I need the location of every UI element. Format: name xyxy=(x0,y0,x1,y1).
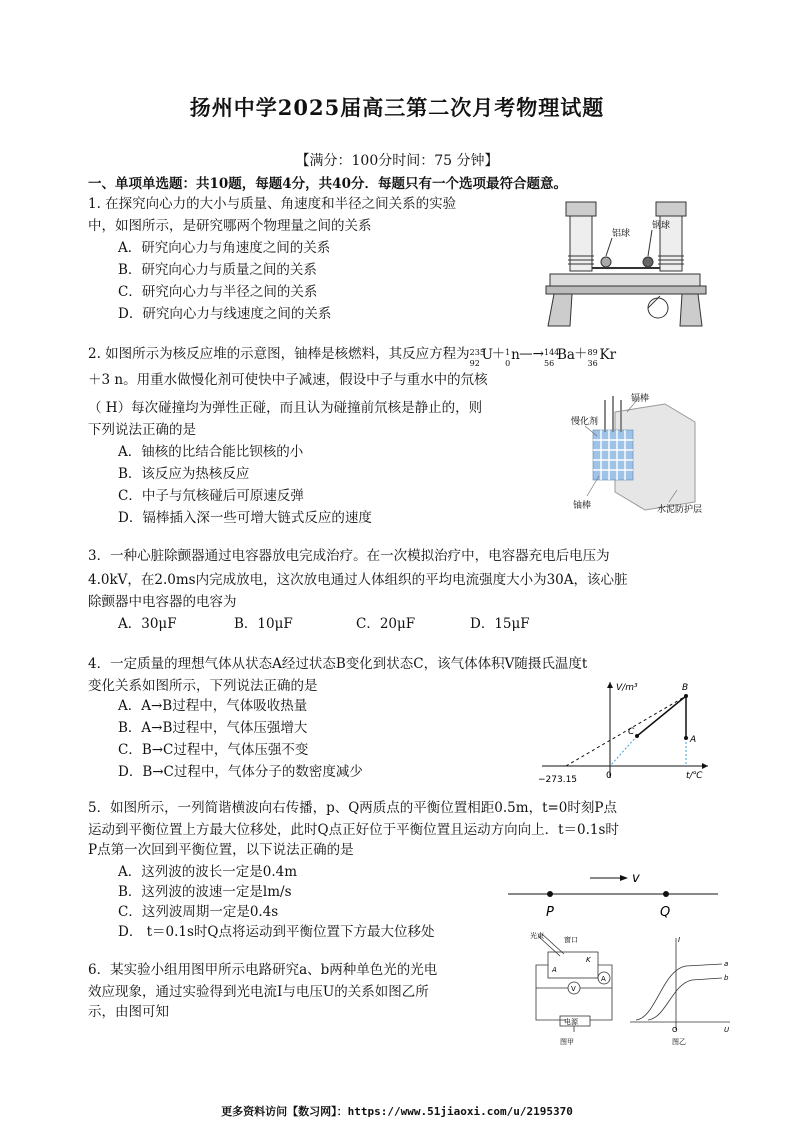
point-p-label: P xyxy=(546,905,554,920)
q2-line: （ H）每次碰撞均为弹性正碰，而且认为碰撞前氘核是静止的，则 xyxy=(88,400,483,416)
graph-y-label: V/m³ xyxy=(616,683,638,693)
q1-line: 中，如图所示，是研究哪两个物理量之间的关系 xyxy=(88,218,372,234)
point-q-label: Q xyxy=(660,905,671,920)
nuclear-reactor-figure xyxy=(565,392,715,517)
velocity-label: v xyxy=(632,871,640,886)
q2-option-c: C．中子与氘核碰后可原速反弹 xyxy=(118,488,304,504)
photoelectric-figure xyxy=(526,930,736,1048)
fig-label: 光束 xyxy=(530,932,544,940)
q1-line: 1. 在探究向心力的大小与质量、角速度和半径之间关系的实验 xyxy=(88,196,457,212)
q4-line: 4．一定质量的理想气体从状态A经过状态B变化到状态C，该气体体积V随摄氏温度t xyxy=(88,656,588,672)
q6-line: 6．某实验小组用图甲所示电路研究a、b两种单色光的光电 xyxy=(88,962,438,978)
q5-option-d: D． t＝0.1s时Q点将运动到平衡位置下方最大位移处 xyxy=(118,924,435,940)
q5-option-b: B．这列波的波速一定是lm/s xyxy=(118,884,292,900)
q5-line: 运动到平衡位置上方最大位移处，此时Q点正好位于平衡位置且运动方向向上．t＝0.1s时 xyxy=(88,822,619,838)
reaction-equation: 235 92 U ＋ 1 0 n —→ 144 56 Ba ＋ 89 36 Kr xyxy=(469,346,617,368)
q1-option-b: B．研究向心力与质量之间的关系 xyxy=(118,262,317,278)
v-t-graph xyxy=(536,678,716,790)
fig-label: 慢化剂 xyxy=(571,417,599,427)
q3-line: 除颤器中电容器的电容为 xyxy=(88,594,237,610)
fig-label: A xyxy=(601,975,606,983)
fig-label: 铀棒 xyxy=(573,501,592,511)
q2-option-a: A．铀核的比结合能比钡核的小 xyxy=(118,444,304,460)
fig-label: a xyxy=(724,960,729,968)
q4-line: 变化关系如图所示，下列说法正确的是 xyxy=(88,678,318,694)
q2-line-text: 2. 如图所示为核反应堆的示意图，铀棒是核燃料，其反应方程为 xyxy=(88,346,470,362)
fig-label: I xyxy=(678,936,681,944)
q6-line: 效应现象，通过实验得到光电流I与电压U的关系如图乙所 xyxy=(88,984,429,1000)
fig-label: O xyxy=(672,1026,678,1034)
q4-option-a: A．A→B过程中，气体吸收热量 xyxy=(118,698,308,714)
fig-label: b xyxy=(724,974,729,982)
fig-label: 水泥防护层 xyxy=(657,505,703,515)
graph-x-mark: −273.15 xyxy=(538,775,578,785)
q5-line: 5．如图所示，一列简谐横波向右传播，p、Q两质点的平衡位置相距0.5m，t=0时刻P点 xyxy=(88,800,617,816)
footer-link[interactable]: 更多资料访问【数习网】：https://www.51jiaoxi.com/u/2195370 xyxy=(221,1105,573,1118)
centripetal-apparatus-figure xyxy=(540,196,720,331)
q1-option-d: D．研究向心力与线速度之间的关系 xyxy=(118,306,332,322)
q2-option-d: D．镉棒插入深一些可增大链式反应的速度 xyxy=(118,510,372,526)
q3-option-d: D．15μF xyxy=(470,616,530,632)
q3-line: 3．一种心脏除颤器通过电容器放电完成治疗。在一次模拟治疗中，电容器充电后电压为 xyxy=(88,548,610,564)
fig-label: U xyxy=(724,1026,730,1034)
fig-label: 图甲 xyxy=(560,1038,574,1046)
q2-line: ＋3 n。用重水做慢化剂可使快中子减速，假设中子与重水中的氘核 xyxy=(88,372,488,388)
q1-option-a: A．研究向心力与角速度之间的关系 xyxy=(118,240,331,256)
q6-line: 示，由图可知 xyxy=(88,1004,169,1020)
fig-label: 电源 xyxy=(564,1018,578,1026)
q5-option-c: C．这列波周期一定是0.4s xyxy=(118,904,279,920)
q2-option-b: B．该反应为热核反应 xyxy=(118,466,250,482)
q3-line: 4.0kV，在2.0ms内完成放电，这次放电通过人体组织的平均电流强度大小为30A，该心脏 xyxy=(88,572,628,588)
q4-option-d: D．B→C过程中，气体分子的数密度减少 xyxy=(118,764,363,780)
page-title: 扬州中学2025届高三第二次月考物理试题 xyxy=(189,95,605,120)
q3-option-b: B．10μF xyxy=(234,616,293,632)
q2-line xyxy=(88,344,617,368)
fig-label: V xyxy=(571,985,576,993)
fig-label: 镉棒 xyxy=(631,394,650,404)
graph-x-label: t/℃ xyxy=(686,771,703,781)
section-heading: 一、单项单选题：共10题，每题4分，共40分．每题只有一个选项最符合题意。 xyxy=(88,176,567,192)
point-label: C xyxy=(628,727,635,737)
exam-info: 【满分：100分时间：75 分钟】 xyxy=(295,153,499,169)
q2-line: 下列说法正确的是 xyxy=(88,422,196,438)
q3-option-c: C．20μF xyxy=(356,616,416,632)
q1-option-c: C．研究向心力与半径之间的关系 xyxy=(118,284,318,300)
q3-option-a: A．30μF xyxy=(118,616,177,632)
graph-origin: 0 xyxy=(606,771,612,781)
q5-line: P点第一次回到平衡位置，以下说法正确的是 xyxy=(88,842,354,858)
wave-figure xyxy=(506,866,722,920)
fig-label: 钢球 xyxy=(652,221,671,231)
point-label: A xyxy=(690,735,697,745)
q5-option-a: A．这列波的波长一定是0.4m xyxy=(118,864,298,880)
point-label: B xyxy=(682,683,689,693)
fig-label: 铝球 xyxy=(612,229,631,239)
fig-label: K xyxy=(586,956,591,964)
fig-label: 图乙 xyxy=(672,1038,686,1046)
fig-label: 窗口 xyxy=(564,936,578,944)
q4-option-b: B．A→B过程中，气体压强增大 xyxy=(118,720,308,736)
fig-label: A xyxy=(552,966,557,974)
q4-option-c: C．B→C过程中，气体压强不变 xyxy=(118,742,309,758)
